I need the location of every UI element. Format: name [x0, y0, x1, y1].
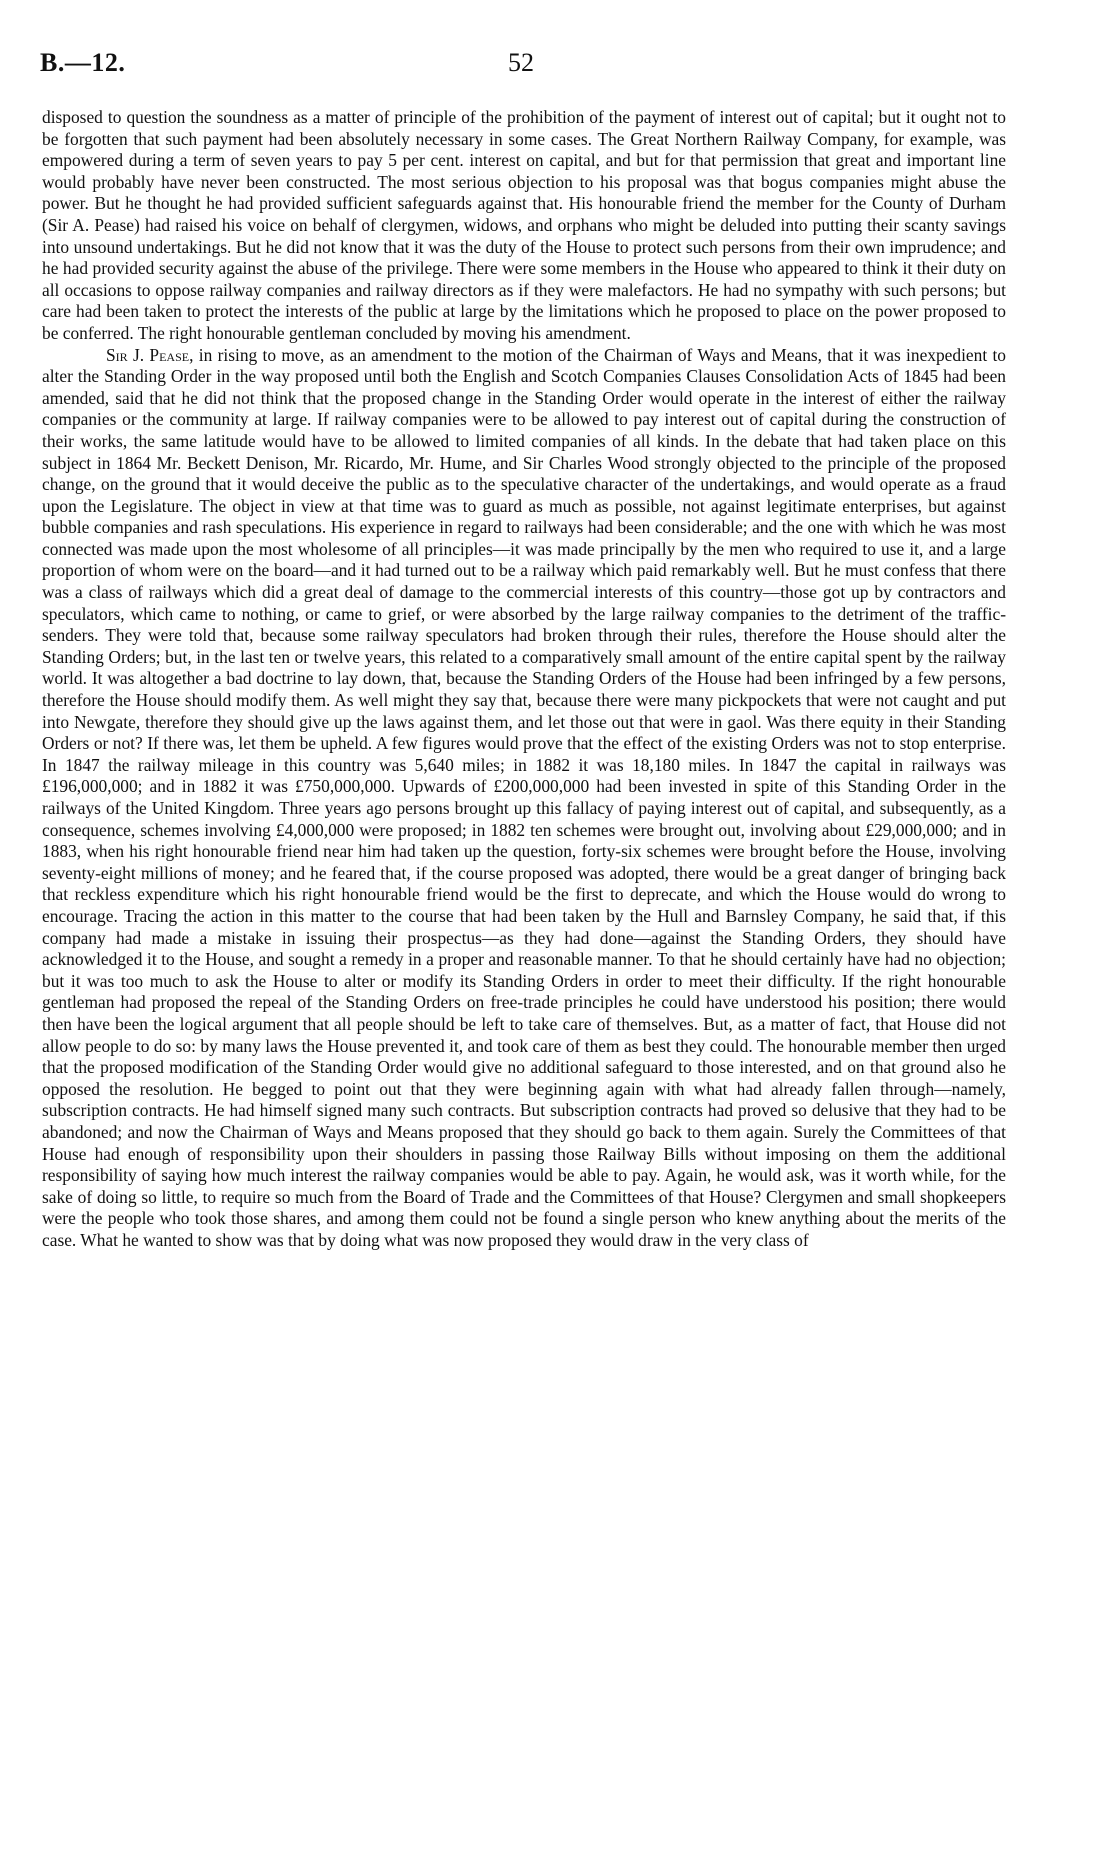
- speaker-name: Sir J. Pease: [106, 344, 190, 365]
- page-header: [40, 48, 1008, 80]
- paragraph-continuation: disposed to question the soundness as a matter of principle of the prohibition of the payment of interest out of capital; but it ought not to be forgotten that such payment had been absolutely necessary in some cases. The Great Northern Railway Company, for example, was empowered during a term of seven years to pay 5 per cent. interest on capital, and but for that permission that great and important line would probably have never been constructed. The most serious objection to his proposal was that bogus companies might abuse the power. But he thought he had provided sufficient safeguards against that. His honourable friend the member for the County of Durham (Sir A. Pease) had raised his voice on behalf of clergymen, widows, and orphans who might be deluded into putting their scanty savings into unsound undertakings. But he did not know that it was the duty of the House to protect such persons from their own imprudence; and he had provided security against the abuse of the privilege. There were some members in the House who appeared to think it their duty on all occasions to oppose railway companies and railway directors as if they were malefactors. He had no sympathy with such persons; but care had been taken to protect the interests of the public at large by the limitations which he proposed to place on the power proposed to be conferred. The right honourable gentleman concluded by moving his amendment.: [42, 107, 1006, 343]
- body-text: [42, 107, 1006, 1251]
- paragraph-speech: [42, 345, 1006, 1252]
- document-reference: B.—12.: [40, 48, 126, 77]
- speech-text: , in rising to move, as an amendment to the motion of the Chairman of Ways and Means, that it was inexpedient to alter the Standing Order in the way proposed until both the English and Scotch Companies Clauses Consolidation Acts of 1845 had been amended, said that he did not think that the proposed change in the Standing Order would operate in the interest of either the railway companies or the community at large. If railway companies were to be allowed to pay interest out of capital during the construction of their works, the same latitude would have to be allowed to limited companies of all kinds. In the debate that had taken place on this subject in 1864 Mr. Beckett Denison, Mr. Ricardo, Mr. Hume, and Sir Charles Wood strongly objected to the principle of the proposed change, on the ground that it would deceive the public as to the speculative character of the undertakings, and would operate as a fraud upon the Legislature. The object in view at that time was to guard as much as possible, not against legitimate enterprises, but against bubble companies and rash speculations. His experience in regard to railways had been considerable; and the one with which he was most connected was made upon the most wholesome of all principles—it was made principally by the men who required to use it, and a large proportion of whom were on the board—and it had turned out to be a railway which paid remarkably well. But he must confess that there was a class of railways which did a great deal of damage to the commercial interests of this country—those got up by contractors and speculators, which came to nothing, or came to grief, or were absorbed by the large railway companies to the detriment of the traffic-senders. They were told that, because some railway speculators had broken through their rules, therefore the House should alter the Standing Orders; but, in the last ten or twelve years, this related to a comparatively small amount of the entire capital spent by the railway world. It was altogether a bad doctrine to lay down, that, because the Standing Orders of the House had been infringed by a few persons, therefore the House should modify them. As well might they say that, because there were many pickpockets that were not caught and put into Newgate, therefore they should give up the laws against them, and let those out that were in gaol. Was there equity in their Standing Orders or not? If there was, let them be upheld. A few figures would prove that the effect of the existing Orders was not to stop enterprise. In 1847 the railway mileage in this country was 5,640 miles; in 1882 it was 18,180 miles. In 1847 the capital in railways was £196,000,000; and in 1882 it was £750,000,000. Upwards of £200,000,000 had been invested in spite of this Standing Order in the railways of the United Kingdom. Three years ago persons brought up this fallacy of paying interest out of capital, and subsequently, as a consequence, schemes involving £4,000,000 were proposed; in 1882 ten schemes were brought out, involving about £29,000,000; and in 1883, when his right honourable friend near him had taken up the question, forty-six schemes were brought before the House, involving seventy-eight millions of money; and he feared that, if the course proposed was adopted, there would be a great danger of bringing back that reckless expenditure which his right honourable friend would be the first to deprecate, and which the House would do wrong to encourage. Tracing the action in this matter to the course that had been taken by the Hull and Barnsley Company, he said that, if this company had made a mistake in issuing their prospectus—as they had done—against the Standing Orders, they should have acknowledged it to the House, and sought a remedy in a proper and reasonable manner. To that he should certainly have had no objection; but it was too much to ask the House to alter or modify its Standing Orders in order to meet their difficulty. If the right honourable gentleman had proposed the repeal of the Standing Orders on free-trade principles he could have understood his position; there would then have been the logical argument that all people should be left to take care of themselves. But, as a matter of fact, that House did not allow people to do so: by many laws the House prevented it, and took care of them as best they could. The honourable member then urged that the proposed modification of the Standing Order would give no additional safeguard to those interested, and on that ground also he opposed the resolution. He begged to point out that they were beginning again with what had already fallen through—namely, subscription contracts. He had himself signed many such contracts. But subscription contracts had proved so delusive that they had to be abandoned; and now the Chairman of Ways and Means proposed that they should go back to them again. Surely the Committees of that House had enough of responsibility upon their shoulders in passing those Railway Bills without imposing on them the additional responsibility of saying how much interest the railway companies would be able to pay. Again, he would ask, was it worth while, for the sake of doing so little, to require so much from the Board of Trade and the Committees of that House? Clergymen and small shopkeepers were the people who took those shares, and among them could not be found a single person who knew anything about the merits of the case. What he wanted to show was that by doing what was now proposed they would draw in the very class of: [42, 344, 1007, 1250]
- page-number: 52: [508, 48, 534, 77]
